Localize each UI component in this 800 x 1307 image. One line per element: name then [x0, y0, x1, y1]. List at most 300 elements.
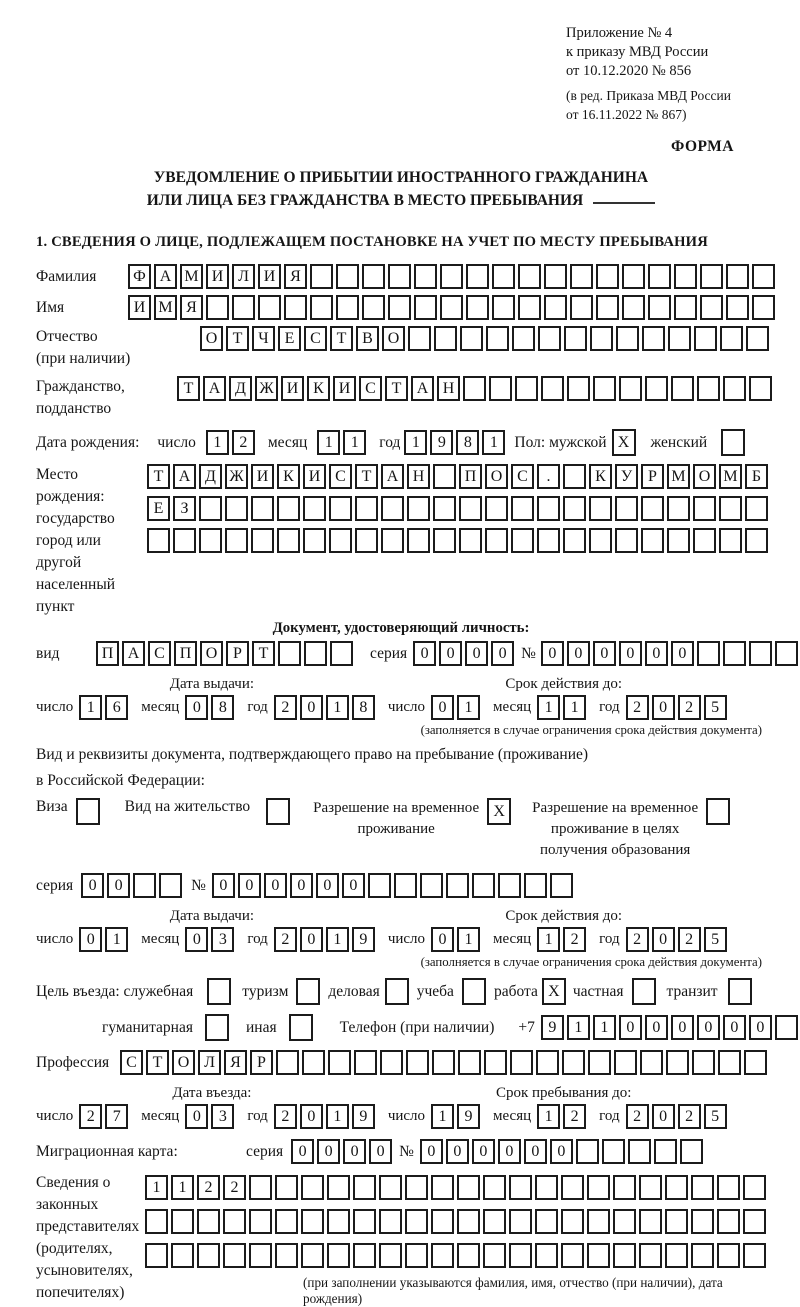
char-cell[interactable]: И — [333, 376, 356, 401]
char-cell[interactable] — [199, 528, 222, 553]
char-cell[interactable] — [485, 496, 508, 521]
char-cell[interactable] — [614, 1050, 637, 1075]
char-cell[interactable]: 9 — [430, 430, 453, 455]
char-cell[interactable]: 8 — [211, 695, 234, 720]
char-cell[interactable]: 0 — [446, 1139, 469, 1164]
char-cell[interactable] — [744, 1050, 767, 1075]
char-cell[interactable] — [336, 264, 359, 289]
char-cell[interactable] — [648, 295, 671, 320]
char-cell[interactable] — [563, 464, 586, 489]
char-cell[interactable] — [310, 264, 333, 289]
char-cell[interactable]: П — [174, 641, 197, 666]
char-cell[interactable] — [613, 1209, 636, 1234]
char-cell[interactable]: А — [122, 641, 145, 666]
char-cell[interactable] — [622, 264, 645, 289]
char-cell[interactable] — [133, 873, 156, 898]
char-cell[interactable]: 7 — [105, 1104, 128, 1129]
char-cell[interactable]: 2 — [678, 927, 701, 952]
char-cell[interactable] — [362, 264, 385, 289]
char-cell[interactable] — [743, 1209, 766, 1234]
char-cell[interactable] — [641, 528, 664, 553]
char-cell[interactable] — [284, 295, 307, 320]
char-cell[interactable] — [483, 1243, 506, 1268]
char-cell[interactable] — [368, 873, 391, 898]
char-cell[interactable]: 9 — [457, 1104, 480, 1129]
char-cell[interactable] — [498, 873, 521, 898]
char-cell[interactable]: 0 — [697, 1015, 720, 1040]
char-cell[interactable]: 0 — [413, 641, 436, 666]
char-cell[interactable]: Б — [745, 464, 768, 489]
char-cell[interactable]: 0 — [290, 873, 313, 898]
char-cell[interactable] — [564, 326, 587, 351]
char-cell[interactable]: 1 — [206, 430, 229, 455]
char-cell[interactable] — [199, 496, 222, 521]
char-cell[interactable]: 0 — [300, 1104, 323, 1129]
char-cell[interactable] — [642, 326, 665, 351]
char-cell[interactable]: 1 — [457, 695, 480, 720]
char-cell[interactable] — [362, 295, 385, 320]
char-cell[interactable] — [457, 1209, 480, 1234]
char-cell[interactable]: Д — [199, 464, 222, 489]
char-cell[interactable] — [749, 376, 772, 401]
char-cell[interactable] — [726, 264, 749, 289]
char-cell[interactable]: М — [154, 295, 177, 320]
char-cell[interactable] — [408, 326, 431, 351]
char-cell[interactable]: О — [200, 326, 223, 351]
char-cell[interactable]: 0 — [619, 641, 642, 666]
char-cell[interactable]: Е — [147, 496, 170, 521]
char-cell[interactable] — [628, 1139, 651, 1164]
char-cell[interactable] — [694, 326, 717, 351]
char-cell[interactable] — [336, 295, 359, 320]
checkbox-cell[interactable]: X — [612, 429, 636, 456]
char-cell[interactable] — [159, 873, 182, 898]
char-cell[interactable] — [225, 496, 248, 521]
char-cell[interactable]: 1 — [326, 1104, 349, 1129]
char-cell[interactable]: 0 — [342, 873, 365, 898]
char-cell[interactable] — [327, 1209, 350, 1234]
char-cell[interactable]: С — [359, 376, 382, 401]
char-cell[interactable] — [458, 1050, 481, 1075]
char-cell[interactable] — [667, 496, 690, 521]
char-cell[interactable] — [616, 326, 639, 351]
char-cell[interactable] — [511, 528, 534, 553]
checkbox-cell[interactable] — [296, 978, 320, 1005]
char-cell[interactable] — [693, 496, 716, 521]
char-cell[interactable] — [717, 1209, 740, 1234]
char-cell[interactable] — [561, 1209, 584, 1234]
char-cell[interactable]: Я — [224, 1050, 247, 1075]
char-cell[interactable] — [587, 1209, 610, 1234]
char-cell[interactable] — [589, 528, 612, 553]
char-cell[interactable] — [301, 1243, 324, 1268]
char-cell[interactable]: 9 — [352, 927, 375, 952]
char-cell[interactable]: 0 — [238, 873, 261, 898]
char-cell[interactable] — [197, 1243, 220, 1268]
char-cell[interactable] — [431, 1175, 454, 1200]
char-cell[interactable] — [492, 295, 515, 320]
char-cell[interactable] — [613, 1243, 636, 1268]
char-cell[interactable]: У — [615, 464, 638, 489]
char-cell[interactable] — [223, 1209, 246, 1234]
char-cell[interactable]: 5 — [704, 1104, 727, 1129]
char-cell[interactable]: 2 — [678, 1104, 701, 1129]
char-cell[interactable] — [388, 264, 411, 289]
char-cell[interactable] — [535, 1175, 558, 1200]
char-cell[interactable] — [602, 1139, 625, 1164]
char-cell[interactable] — [510, 1050, 533, 1075]
checkbox-cell[interactable] — [207, 978, 231, 1005]
char-cell[interactable] — [717, 1175, 740, 1200]
char-cell[interactable] — [275, 1243, 298, 1268]
char-cell[interactable]: Ж — [255, 376, 278, 401]
char-cell[interactable] — [277, 528, 300, 553]
char-cell[interactable]: 2 — [563, 1104, 586, 1129]
char-cell[interactable] — [544, 295, 567, 320]
char-cell[interactable] — [570, 264, 593, 289]
char-cell[interactable] — [654, 1139, 677, 1164]
char-cell[interactable]: С — [329, 464, 352, 489]
char-cell[interactable]: 1 — [537, 1104, 560, 1129]
char-cell[interactable] — [381, 496, 404, 521]
char-cell[interactable] — [249, 1175, 272, 1200]
char-cell[interactable] — [489, 376, 512, 401]
char-cell[interactable]: 1 — [105, 927, 128, 952]
char-cell[interactable]: З — [173, 496, 196, 521]
char-cell[interactable]: 1 — [404, 430, 427, 455]
char-cell[interactable] — [407, 496, 430, 521]
char-cell[interactable] — [693, 528, 716, 553]
char-cell[interactable] — [667, 528, 690, 553]
char-cell[interactable]: 2 — [626, 927, 649, 952]
char-cell[interactable] — [145, 1243, 168, 1268]
char-cell[interactable]: 0 — [431, 695, 454, 720]
char-cell[interactable]: 0 — [652, 695, 675, 720]
char-cell[interactable] — [720, 326, 743, 351]
checkbox-cell[interactable] — [76, 798, 100, 825]
char-cell[interactable] — [561, 1175, 584, 1200]
char-cell[interactable] — [562, 1050, 585, 1075]
char-cell[interactable] — [310, 295, 333, 320]
char-cell[interactable]: 0 — [593, 641, 616, 666]
char-cell[interactable] — [173, 528, 196, 553]
char-cell[interactable] — [515, 376, 538, 401]
char-cell[interactable]: 0 — [185, 927, 208, 952]
char-cell[interactable]: 0 — [619, 1015, 642, 1040]
char-cell[interactable]: 0 — [81, 873, 104, 898]
char-cell[interactable] — [327, 1175, 350, 1200]
char-cell[interactable] — [639, 1209, 662, 1234]
char-cell[interactable] — [486, 326, 509, 351]
char-cell[interactable] — [697, 376, 720, 401]
char-cell[interactable]: И — [258, 264, 281, 289]
char-cell[interactable] — [457, 1243, 480, 1268]
checkbox-cell[interactable]: X — [542, 978, 566, 1005]
char-cell[interactable]: 3 — [211, 1104, 234, 1129]
char-cell[interactable] — [674, 264, 697, 289]
char-cell[interactable] — [145, 1209, 168, 1234]
char-cell[interactable]: О — [172, 1050, 195, 1075]
char-cell[interactable] — [483, 1209, 506, 1234]
char-cell[interactable] — [355, 528, 378, 553]
char-cell[interactable] — [459, 528, 482, 553]
char-cell[interactable]: 0 — [550, 1139, 573, 1164]
char-cell[interactable]: 0 — [79, 927, 102, 952]
char-cell[interactable]: С — [304, 326, 327, 351]
char-cell[interactable]: 0 — [541, 641, 564, 666]
char-cell[interactable] — [639, 1243, 662, 1268]
char-cell[interactable]: И — [303, 464, 326, 489]
char-cell[interactable]: 0 — [749, 1015, 772, 1040]
char-cell[interactable] — [596, 264, 619, 289]
char-cell[interactable]: 2 — [626, 695, 649, 720]
char-cell[interactable] — [206, 295, 229, 320]
char-cell[interactable]: 2 — [197, 1175, 220, 1200]
char-cell[interactable] — [641, 496, 664, 521]
char-cell[interactable]: 0 — [431, 927, 454, 952]
char-cell[interactable] — [472, 873, 495, 898]
char-cell[interactable] — [726, 295, 749, 320]
char-cell[interactable]: 0 — [723, 1015, 746, 1040]
char-cell[interactable]: А — [203, 376, 226, 401]
char-cell[interactable]: 0 — [652, 1104, 675, 1129]
char-cell[interactable] — [379, 1243, 402, 1268]
char-cell[interactable] — [485, 528, 508, 553]
char-cell[interactable] — [593, 376, 616, 401]
char-cell[interactable] — [745, 528, 768, 553]
char-cell[interactable]: Т — [330, 326, 353, 351]
char-cell[interactable]: 1 — [537, 695, 560, 720]
char-cell[interactable] — [615, 496, 638, 521]
char-cell[interactable] — [353, 1243, 376, 1268]
char-cell[interactable] — [544, 264, 567, 289]
char-cell[interactable] — [433, 496, 456, 521]
char-cell[interactable]: Я — [284, 264, 307, 289]
char-cell[interactable] — [639, 1175, 662, 1200]
char-cell[interactable]: 5 — [704, 927, 727, 952]
char-cell[interactable] — [492, 264, 515, 289]
char-cell[interactable] — [622, 295, 645, 320]
char-cell[interactable]: 0 — [300, 695, 323, 720]
char-cell[interactable] — [743, 1243, 766, 1268]
char-cell[interactable] — [275, 1175, 298, 1200]
char-cell[interactable]: Я — [180, 295, 203, 320]
char-cell[interactable]: О — [693, 464, 716, 489]
char-cell[interactable] — [301, 1175, 324, 1200]
char-cell[interactable] — [719, 496, 742, 521]
char-cell[interactable] — [536, 1050, 559, 1075]
char-cell[interactable]: 1 — [567, 1015, 590, 1040]
char-cell[interactable]: Т — [147, 464, 170, 489]
char-cell[interactable] — [466, 264, 489, 289]
char-cell[interactable] — [775, 641, 798, 666]
char-cell[interactable] — [590, 326, 613, 351]
char-cell[interactable] — [407, 528, 430, 553]
char-cell[interactable] — [301, 1209, 324, 1234]
char-cell[interactable] — [589, 496, 612, 521]
char-cell[interactable]: А — [154, 264, 177, 289]
char-cell[interactable] — [665, 1175, 688, 1200]
char-cell[interactable] — [509, 1243, 532, 1268]
char-cell[interactable] — [379, 1209, 402, 1234]
char-cell[interactable] — [405, 1243, 428, 1268]
char-cell[interactable]: 2 — [563, 927, 586, 952]
char-cell[interactable] — [484, 1050, 507, 1075]
char-cell[interactable] — [302, 1050, 325, 1075]
char-cell[interactable] — [723, 641, 746, 666]
char-cell[interactable]: 0 — [343, 1139, 366, 1164]
char-cell[interactable]: А — [411, 376, 434, 401]
char-cell[interactable] — [431, 1243, 454, 1268]
char-cell[interactable]: 2 — [232, 430, 255, 455]
char-cell[interactable] — [379, 1175, 402, 1200]
char-cell[interactable] — [723, 376, 746, 401]
char-cell[interactable]: Д — [229, 376, 252, 401]
char-cell[interactable]: О — [485, 464, 508, 489]
char-cell[interactable] — [457, 1175, 480, 1200]
char-cell[interactable]: 0 — [420, 1139, 443, 1164]
char-cell[interactable] — [277, 496, 300, 521]
char-cell[interactable] — [537, 528, 560, 553]
char-cell[interactable] — [535, 1243, 558, 1268]
char-cell[interactable] — [433, 464, 456, 489]
char-cell[interactable] — [446, 873, 469, 898]
char-cell[interactable] — [541, 376, 564, 401]
char-cell[interactable]: 2 — [626, 1104, 649, 1129]
char-cell[interactable]: 0 — [317, 1139, 340, 1164]
char-cell[interactable]: К — [277, 464, 300, 489]
char-cell[interactable] — [388, 295, 411, 320]
char-cell[interactable]: 2 — [274, 1104, 297, 1129]
char-cell[interactable] — [615, 528, 638, 553]
char-cell[interactable] — [570, 295, 593, 320]
char-cell[interactable]: 0 — [671, 641, 694, 666]
char-cell[interactable]: 9 — [541, 1015, 564, 1040]
char-cell[interactable] — [460, 326, 483, 351]
char-cell[interactable]: М — [667, 464, 690, 489]
char-cell[interactable] — [249, 1243, 272, 1268]
char-cell[interactable]: Л — [198, 1050, 221, 1075]
checkbox-cell[interactable] — [721, 429, 745, 456]
char-cell[interactable]: 1 — [317, 430, 340, 455]
checkbox-cell[interactable] — [385, 978, 409, 1005]
char-cell[interactable] — [665, 1209, 688, 1234]
char-cell[interactable] — [353, 1175, 376, 1200]
char-cell[interactable]: 3 — [211, 927, 234, 952]
char-cell[interactable] — [440, 295, 463, 320]
char-cell[interactable]: К — [589, 464, 612, 489]
char-cell[interactable] — [394, 873, 417, 898]
char-cell[interactable]: А — [173, 464, 196, 489]
char-cell[interactable] — [303, 496, 326, 521]
char-cell[interactable] — [329, 528, 352, 553]
char-cell[interactable] — [587, 1175, 610, 1200]
char-cell[interactable]: 1 — [326, 695, 349, 720]
char-cell[interactable]: . — [537, 464, 560, 489]
char-cell[interactable]: 0 — [465, 641, 488, 666]
char-cell[interactable] — [524, 873, 547, 898]
char-cell[interactable] — [691, 1243, 714, 1268]
char-cell[interactable] — [665, 1243, 688, 1268]
char-cell[interactable] — [691, 1209, 714, 1234]
char-cell[interactable]: Т — [252, 641, 275, 666]
checkbox-cell[interactable] — [205, 1014, 229, 1041]
char-cell[interactable]: Ж — [225, 464, 248, 489]
char-cell[interactable] — [511, 496, 534, 521]
char-cell[interactable] — [518, 264, 541, 289]
char-cell[interactable]: 9 — [352, 1104, 375, 1129]
char-cell[interactable]: 2 — [678, 695, 701, 720]
char-cell[interactable]: Н — [437, 376, 460, 401]
char-cell[interactable]: 2 — [274, 927, 297, 952]
char-cell[interactable]: Е — [278, 326, 301, 351]
char-cell[interactable] — [561, 1243, 584, 1268]
char-cell[interactable] — [171, 1243, 194, 1268]
char-cell[interactable] — [512, 326, 535, 351]
char-cell[interactable]: 1 — [537, 927, 560, 952]
char-cell[interactable] — [223, 1243, 246, 1268]
char-cell[interactable] — [232, 295, 255, 320]
checkbox-cell[interactable]: X — [487, 798, 511, 825]
char-cell[interactable]: А — [381, 464, 404, 489]
checkbox-cell[interactable] — [632, 978, 656, 1005]
char-cell[interactable]: С — [148, 641, 171, 666]
char-cell[interactable] — [588, 1050, 611, 1075]
char-cell[interactable] — [666, 1050, 689, 1075]
char-cell[interactable]: И — [281, 376, 304, 401]
char-cell[interactable]: 1 — [343, 430, 366, 455]
char-cell[interactable] — [563, 528, 586, 553]
char-cell[interactable] — [249, 1209, 272, 1234]
char-cell[interactable] — [752, 295, 775, 320]
char-cell[interactable] — [330, 641, 353, 666]
char-cell[interactable] — [225, 528, 248, 553]
char-cell[interactable] — [613, 1175, 636, 1200]
char-cell[interactable] — [668, 326, 691, 351]
char-cell[interactable]: Н — [407, 464, 430, 489]
char-cell[interactable]: 2 — [223, 1175, 246, 1200]
char-cell[interactable]: 1 — [171, 1175, 194, 1200]
char-cell[interactable]: М — [719, 464, 742, 489]
char-cell[interactable]: Т — [177, 376, 200, 401]
char-cell[interactable]: 6 — [105, 695, 128, 720]
char-cell[interactable] — [405, 1209, 428, 1234]
char-cell[interactable]: П — [96, 641, 119, 666]
char-cell[interactable]: П — [459, 464, 482, 489]
char-cell[interactable] — [434, 326, 457, 351]
char-cell[interactable]: 1 — [593, 1015, 616, 1040]
char-cell[interactable] — [640, 1050, 663, 1075]
char-cell[interactable]: Ч — [252, 326, 275, 351]
char-cell[interactable]: О — [382, 326, 405, 351]
char-cell[interactable] — [745, 496, 768, 521]
char-cell[interactable] — [576, 1139, 599, 1164]
char-cell[interactable] — [717, 1243, 740, 1268]
char-cell[interactable]: 0 — [491, 641, 514, 666]
char-cell[interactable] — [433, 528, 456, 553]
char-cell[interactable] — [563, 496, 586, 521]
char-cell[interactable]: 0 — [291, 1139, 314, 1164]
checkbox-cell[interactable] — [289, 1014, 313, 1041]
char-cell[interactable]: 8 — [456, 430, 479, 455]
char-cell[interactable]: Т — [355, 464, 378, 489]
char-cell[interactable]: Р — [226, 641, 249, 666]
char-cell[interactable]: И — [251, 464, 274, 489]
char-cell[interactable]: В — [356, 326, 379, 351]
char-cell[interactable] — [414, 264, 437, 289]
char-cell[interactable] — [197, 1209, 220, 1234]
char-cell[interactable] — [278, 641, 301, 666]
